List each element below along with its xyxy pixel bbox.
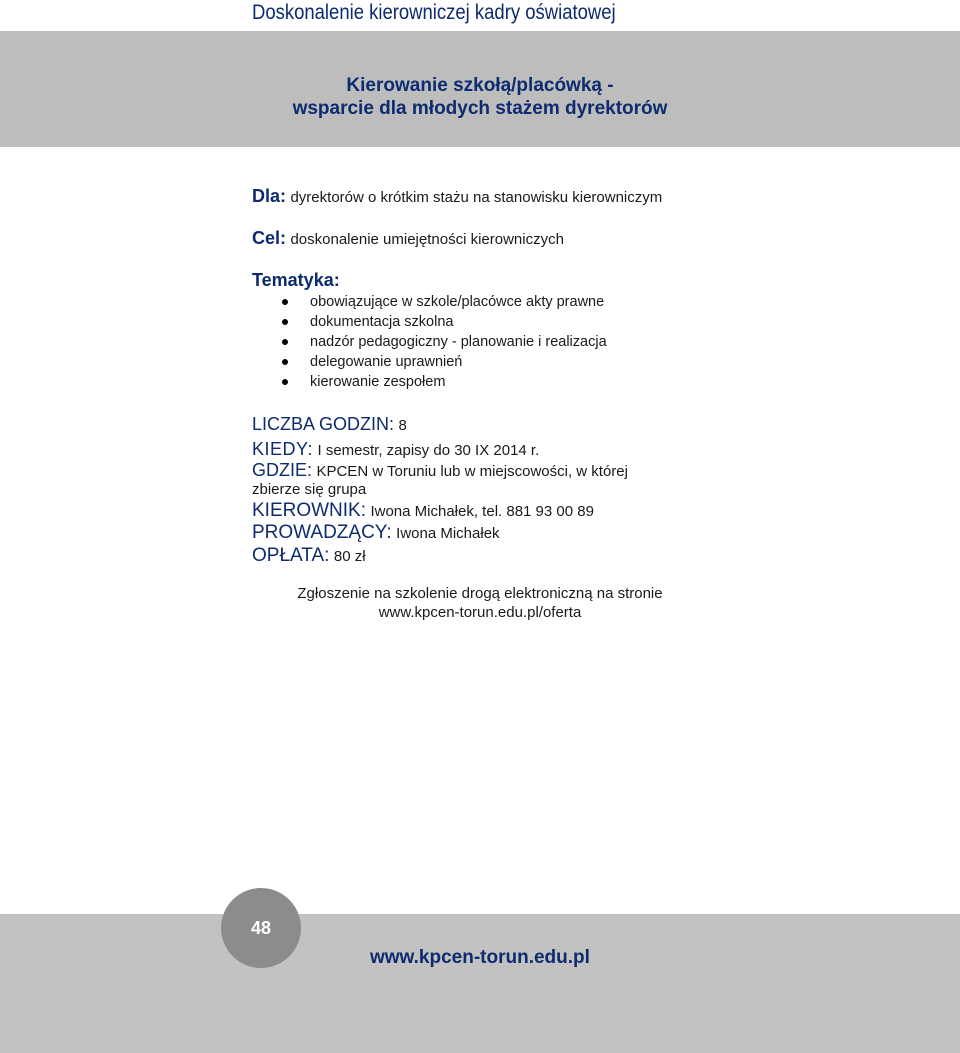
signup-text: Zgłoszenie na szkolenie drogą elektroniczną na stronie xyxy=(297,585,663,602)
goal-value: doskonalenie umiejętności kierowniczych xyxy=(290,231,564,248)
topic-text: obowiązujące w szkole/placówce akty prawne xyxy=(310,294,605,310)
topics-heading: Tematyka: xyxy=(252,270,340,290)
when-value: I semestr, zapisy do 30 IX 2014 r. xyxy=(317,442,540,459)
audience-label: Dla: xyxy=(252,186,287,206)
list-item xyxy=(252,332,607,352)
audience-value: dyrektorów o krótkim stażu na stanowisku kierowniczym xyxy=(290,189,663,206)
footer-website-link[interactable]: www.kpcen-torun.edu.pl xyxy=(370,947,590,968)
bullet-icon xyxy=(282,299,288,305)
bullet-icon xyxy=(282,339,288,345)
goal-row xyxy=(252,228,564,249)
page-header-title: Doskonalenie kierowniczej kadry oświatowej xyxy=(252,1,616,24)
footer-bar xyxy=(0,914,960,1053)
signup-link[interactable]: www.kpcen-torun.edu.pl/oferta xyxy=(378,604,582,621)
list-item xyxy=(252,352,607,372)
when-label: KIEDY: xyxy=(252,439,314,459)
topic-text: delegowanie uprawnień xyxy=(310,354,463,370)
list-item xyxy=(252,312,607,332)
fee-row xyxy=(252,545,366,567)
manager-value: Iwona Michałek, tel. 881 93 00 89 xyxy=(370,503,594,520)
bullet-icon xyxy=(282,379,288,385)
where-row xyxy=(252,460,628,481)
course-title xyxy=(0,74,960,120)
list-item xyxy=(252,372,607,392)
audience-row xyxy=(252,186,662,207)
fee-value: 80 zł xyxy=(333,548,366,565)
where-row-continued xyxy=(252,481,366,499)
goal-label: Cel: xyxy=(252,228,287,248)
hours-value: 8 xyxy=(398,417,407,434)
manager-row xyxy=(252,500,594,522)
topics-list xyxy=(252,292,607,392)
when-row xyxy=(252,439,539,460)
hours-label: LICZBA GODZIN: xyxy=(252,414,395,434)
where-value-line-1: KPCEN w Toruniu lub w miejscowości, w której xyxy=(316,463,628,480)
topic-text: kierowanie zespołem xyxy=(310,374,446,390)
lecturer-value: Iwona Michałek xyxy=(396,525,500,542)
topic-text: dokumentacja szkolna xyxy=(310,314,454,330)
course-title-line-2: wsparcie dla młodych stażem dyrektorów xyxy=(292,98,668,119)
bullet-icon xyxy=(282,319,288,325)
course-title-line-1: Kierowanie szkołą/placówką - xyxy=(346,75,614,96)
where-value-line-2: zbierze się grupa xyxy=(252,481,367,498)
hours-row xyxy=(252,414,407,435)
page-number-badge: 48 xyxy=(221,888,301,968)
topic-text: nadzór pedagogiczny - planowanie i realizacja xyxy=(310,334,607,350)
lecturer-label: PROWADZĄCY: xyxy=(252,522,392,543)
signup-note xyxy=(0,584,960,622)
list-item xyxy=(252,292,607,312)
topics-heading-row xyxy=(252,270,340,291)
bullet-icon xyxy=(282,359,288,365)
manager-label: KIEROWNIK: xyxy=(252,500,367,521)
lecturer-row xyxy=(252,522,500,544)
fee-label: OPŁATA: xyxy=(252,545,330,566)
where-label: GDZIE: xyxy=(252,460,313,480)
